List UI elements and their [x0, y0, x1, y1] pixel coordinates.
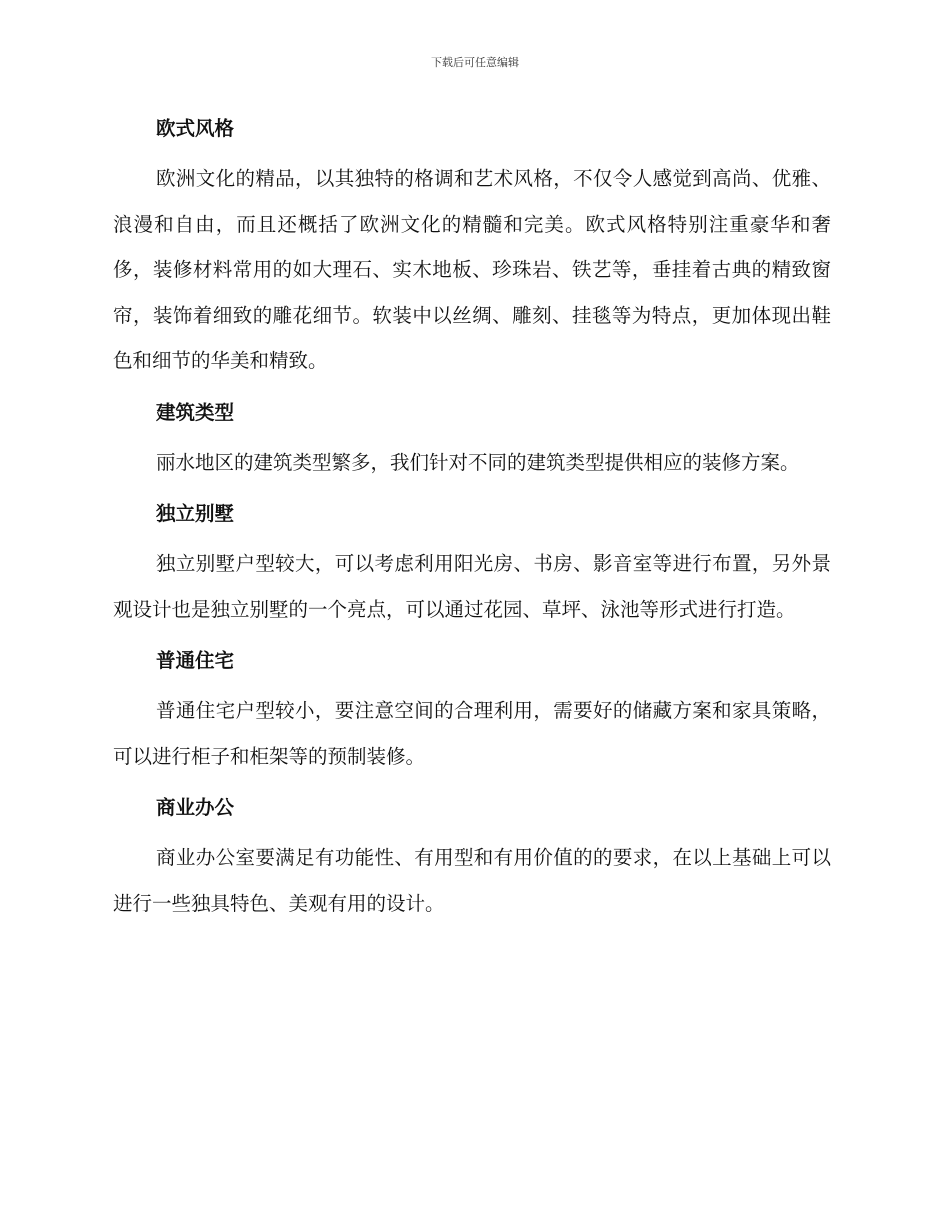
section-heading-ordinary-residence: 普通住宅	[156, 649, 235, 672]
section-heading-commercial-office: 商业办公	[156, 796, 235, 819]
section-paragraph-european-style: 欧洲文化的精品，以其独特的格调和艺术风格，不仅令人感觉到高尚、优雅、浪漫和自由，而且还概括了欧洲文化的精髓和完美。欧式风格特别注重豪华和奢侈，装修材料常用的如大理石、实木地板、珍珠岩、铁艺等，垂挂着古典的精致窗帘，装饰着细致的雕花细节。软装中以丝绸、雕刻、挂毯等为特点，更加体现出鞋色和细节的华美和精致。	[113, 167, 831, 372]
section-heading-european-style: 欧式风格	[156, 117, 235, 140]
section-paragraph-detached-villa: 独立别墅户型较大，可以考虑利用阳光房、书房、影音室等进行布置，另外景观设计也是独立别墅的一个亮点，可以通过花园、草坪、泳池等形式进行打造。	[113, 552, 831, 621]
section-heading-detached-villa: 独立别墅	[156, 502, 235, 525]
section-paragraph-commercial-office: 商业办公室要满足有功能性、有用型和有用价值的的要求，在以上基础上可以进行一些独具特色、美观有用的设计。	[113, 846, 831, 915]
section-paragraph-building-types: 丽水地区的建筑类型繁多，我们针对不同的建筑类型提供相应的装修方案。	[156, 450, 800, 474]
document-body	[113, 114, 831, 940]
page-header: 下载后可任意编辑	[431, 56, 519, 69]
section-paragraph-ordinary-residence: 普通住宅户型较小，要注意空间的合理利用，需要好的储藏方案和家具策略，可以进行柜子和柜架等的预制装修。	[113, 699, 831, 768]
section-heading-building-types: 建筑类型	[156, 400, 235, 424]
